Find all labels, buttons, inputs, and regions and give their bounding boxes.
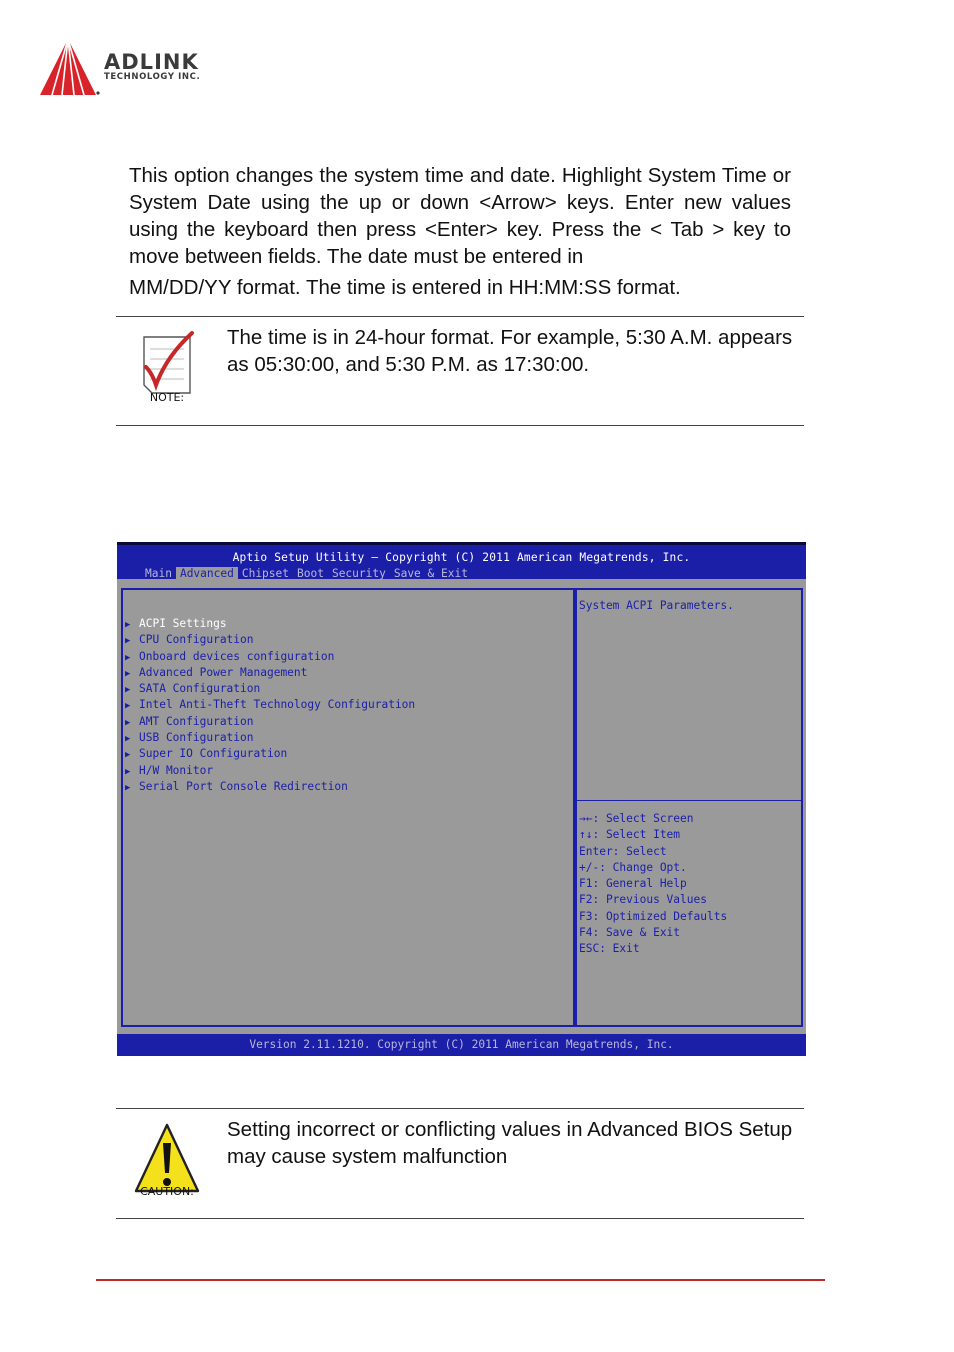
key-help-item: Enter: Select bbox=[579, 844, 667, 858]
bios-screenshot bbox=[117, 542, 806, 1056]
menu-item-usb-configuration[interactable]: ▶ USB Configuration bbox=[125, 730, 415, 746]
submenu-arrow-icon: ▶ bbox=[125, 685, 131, 696]
tab-save-exit[interactable]: Save & Exit bbox=[393, 567, 468, 580]
key-help-item: ↑↓: Select Item bbox=[579, 828, 681, 842]
note-label: NOTE: bbox=[149, 391, 185, 404]
key-help-item: →←: Select Screen bbox=[579, 812, 694, 825]
menu-item-sata-configuration[interactable]: ▶ SATA Configuration bbox=[125, 681, 415, 697]
submenu-arrow-icon: ▶ bbox=[125, 750, 131, 761]
submenu-arrow-icon: ▶ bbox=[125, 734, 131, 745]
logo-subtitle: TECHNOLOGY INC. bbox=[104, 72, 201, 82]
bios-help-panel bbox=[575, 588, 803, 1027]
menu-item-amt-configuration[interactable]: ▶ AMT Configuration bbox=[125, 714, 415, 730]
bios-menu-list bbox=[125, 616, 415, 795]
submenu-arrow-icon: ▶ bbox=[125, 652, 131, 663]
note-callout bbox=[116, 316, 804, 426]
key-help-item: ESC: Exit bbox=[579, 942, 640, 956]
key-help-item: F3: Optimized Defaults bbox=[579, 909, 728, 923]
help-divider bbox=[577, 800, 801, 801]
help-description: System ACPI Parameters. bbox=[579, 599, 734, 612]
tab-security[interactable]: Security bbox=[331, 567, 386, 580]
logo-name: ADLINK bbox=[104, 50, 199, 74]
tab-main[interactable]: Main bbox=[145, 567, 172, 580]
bios-top-bar bbox=[117, 542, 806, 579]
submenu-arrow-icon: ▶ bbox=[125, 717, 131, 728]
caution-label: CAUTION: bbox=[140, 1185, 194, 1198]
submenu-arrow-icon: ▶ bbox=[125, 636, 131, 647]
menu-item-serial-console[interactable]: ▶ Serial Port Console Redirection bbox=[125, 779, 415, 795]
submenu-arrow-icon: ▶ bbox=[125, 782, 131, 793]
caution-text: Setting incorrect or conflicting values in Advanced BIOS Setup may cause system malfunction bbox=[227, 1118, 793, 1168]
bios-title: Aptio Setup Utility – Copyright (C) 2011 American Megatrends, Inc. bbox=[232, 551, 691, 564]
caution-callout bbox=[116, 1108, 804, 1219]
intro-paragraph bbox=[129, 162, 791, 301]
bios-menu-panel bbox=[121, 588, 575, 1027]
intro-last-line: MM/DD/YY format. The time is entered in HH:MM:SS format. bbox=[129, 276, 681, 299]
intro-text: This option changes the system time and date. Highlight System Time or System Date using the up or down <Arrow> keys. Enter new values using the keyboard then press <Enter> key. Press the < Tab > key to move between fields. The date must be entered in bbox=[129, 164, 791, 268]
submenu-arrow-icon: ▶ bbox=[125, 668, 131, 679]
bios-tab-bar bbox=[141, 567, 472, 581]
menu-item-anti-theft[interactable]: ▶ Intel Anti-Theft Technology Configuration bbox=[125, 697, 415, 713]
tab-boot[interactable]: Boot bbox=[297, 567, 324, 580]
key-help-item: F4: Save & Exit bbox=[579, 926, 681, 940]
key-help-item: F2: Previous Values bbox=[579, 893, 707, 907]
menu-item-cpu-configuration[interactable]: ▶ CPU Configuration bbox=[125, 632, 415, 648]
key-help-item: +/-: Change Opt. bbox=[579, 860, 687, 874]
tab-advanced[interactable]: Advanced bbox=[176, 567, 238, 581]
menu-item-onboard-devices[interactable]: ▶ Onboard devices configuration bbox=[125, 649, 415, 665]
menu-item-hw-monitor[interactable]: ▶ H/W Monitor bbox=[125, 763, 415, 779]
key-help-list bbox=[579, 811, 727, 958]
submenu-arrow-icon: ▶ bbox=[125, 620, 131, 630]
menu-item-advanced-power[interactable]: ▶ Advanced Power Management bbox=[125, 665, 415, 681]
page-footer-rule bbox=[96, 1279, 825, 1281]
tab-chipset[interactable]: Chipset bbox=[241, 567, 289, 580]
menu-item-acpi-settings[interactable]: ▶ ACPI Settings bbox=[125, 616, 415, 632]
bios-footer: Version 2.11.1210. Copyright (C) 2011 American Megatrends, Inc. bbox=[117, 1034, 806, 1056]
menu-item-super-io[interactable]: ▶ Super IO Configuration bbox=[125, 746, 415, 762]
submenu-arrow-icon: ▶ bbox=[125, 701, 131, 712]
submenu-arrow-icon: ▶ bbox=[125, 766, 131, 777]
note-text: The time is in 24-hour format. For example, 5:30 A.M. appears as 05:30:00, and 5:30 P.M. as 17:30:00. bbox=[227, 326, 793, 376]
key-help-item: F1: General Help bbox=[579, 877, 687, 891]
